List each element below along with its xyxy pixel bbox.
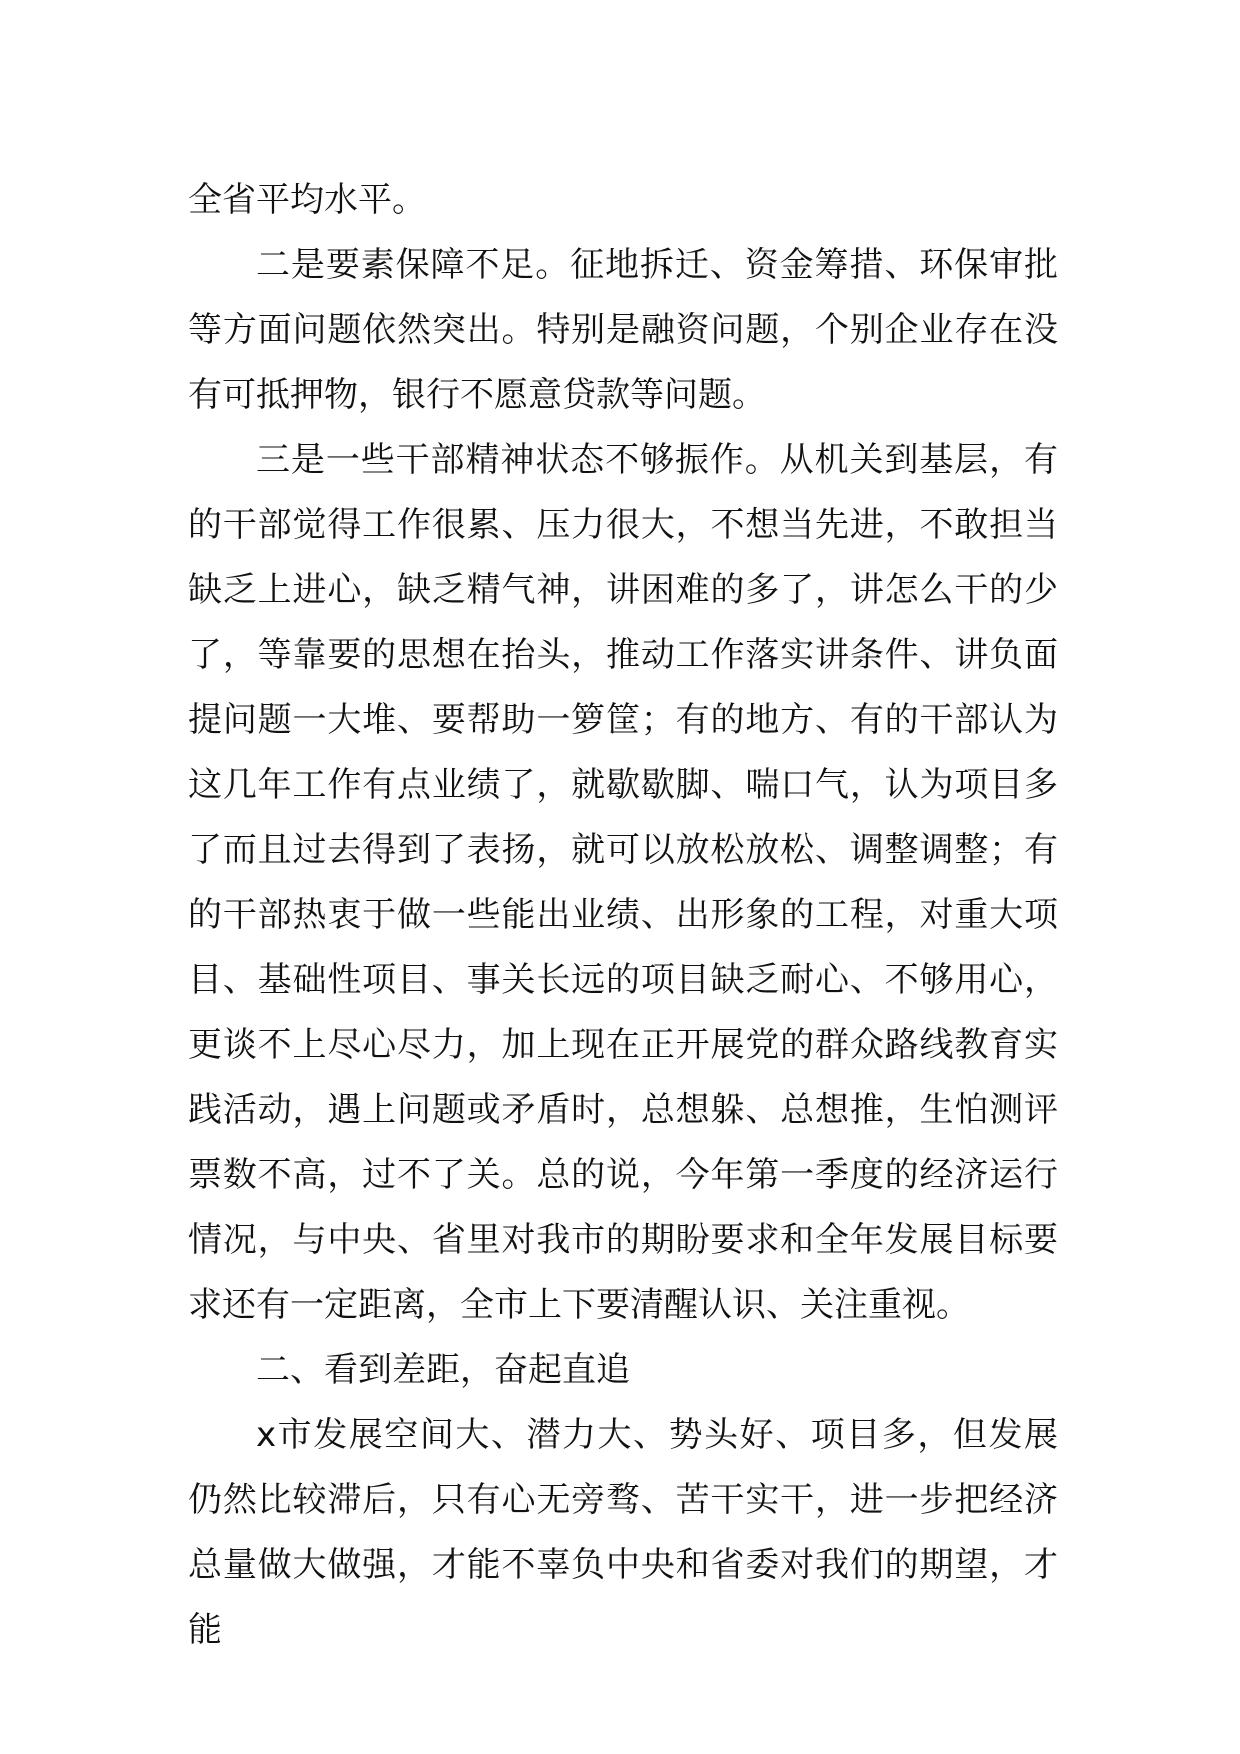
section-heading: 二、看到差距，奋起直追 — [256, 1350, 630, 1390]
paragraph-factor-guarantee: 二是要素保障不足。征地拆迁、资金筹措、环保审批等方面问题依然突出。特别是融资问题，个别企业存在没有可抵押物，银行不愿意贷款等问题。 — [188, 245, 1058, 415]
document-body — [188, 168, 1058, 1663]
paragraph-continuation: 全省平均水平。 — [188, 180, 426, 220]
paragraph-city-development: x市发展空间大、潜力大、势头好、项目多，但发展仍然比较滞后，只有心无旁骛、苦干实干，进一步把经济总量做大做强，才能不辜负中央和省委对我们的期望，才能 — [188, 1415, 1058, 1650]
paragraph-cadre-spirit: 三是一些干部精神状态不够振作。从机关到基层，有的干部觉得工作很累、压力很大，不想当先进，不敢担当缺乏上进心，缺乏精气神，讲困难的多了，讲怎么干的少了，等靠要的思想在抬头，推动工作落实讲条件、讲负面提问题一大堆、要帮助一箩筐；有的地方、有的干部认为这几年工作有点业绩了，就歇歇脚、喘口气，认为项目多了而且过去得到了表扬，就可以放松放松、调整调整；有的干部热衷于做一些能出业绩、出形象的工程，对重大项目、基础性项目、事关长远的项目缺乏耐心、不够用心，更谈不上尽心尽力，加上现在正开展党的群众路线教育实践活动，遇上问题或矛盾时，总想躲、总想推，生怕测评票数不高，过不了关。总的说，今年第一季度的经济运行情况，与中央、省里对我市的期盼要求和全年发展目标要求还有一定距离，全市上下要清醒认识、关注重视。 — [188, 440, 1058, 1325]
